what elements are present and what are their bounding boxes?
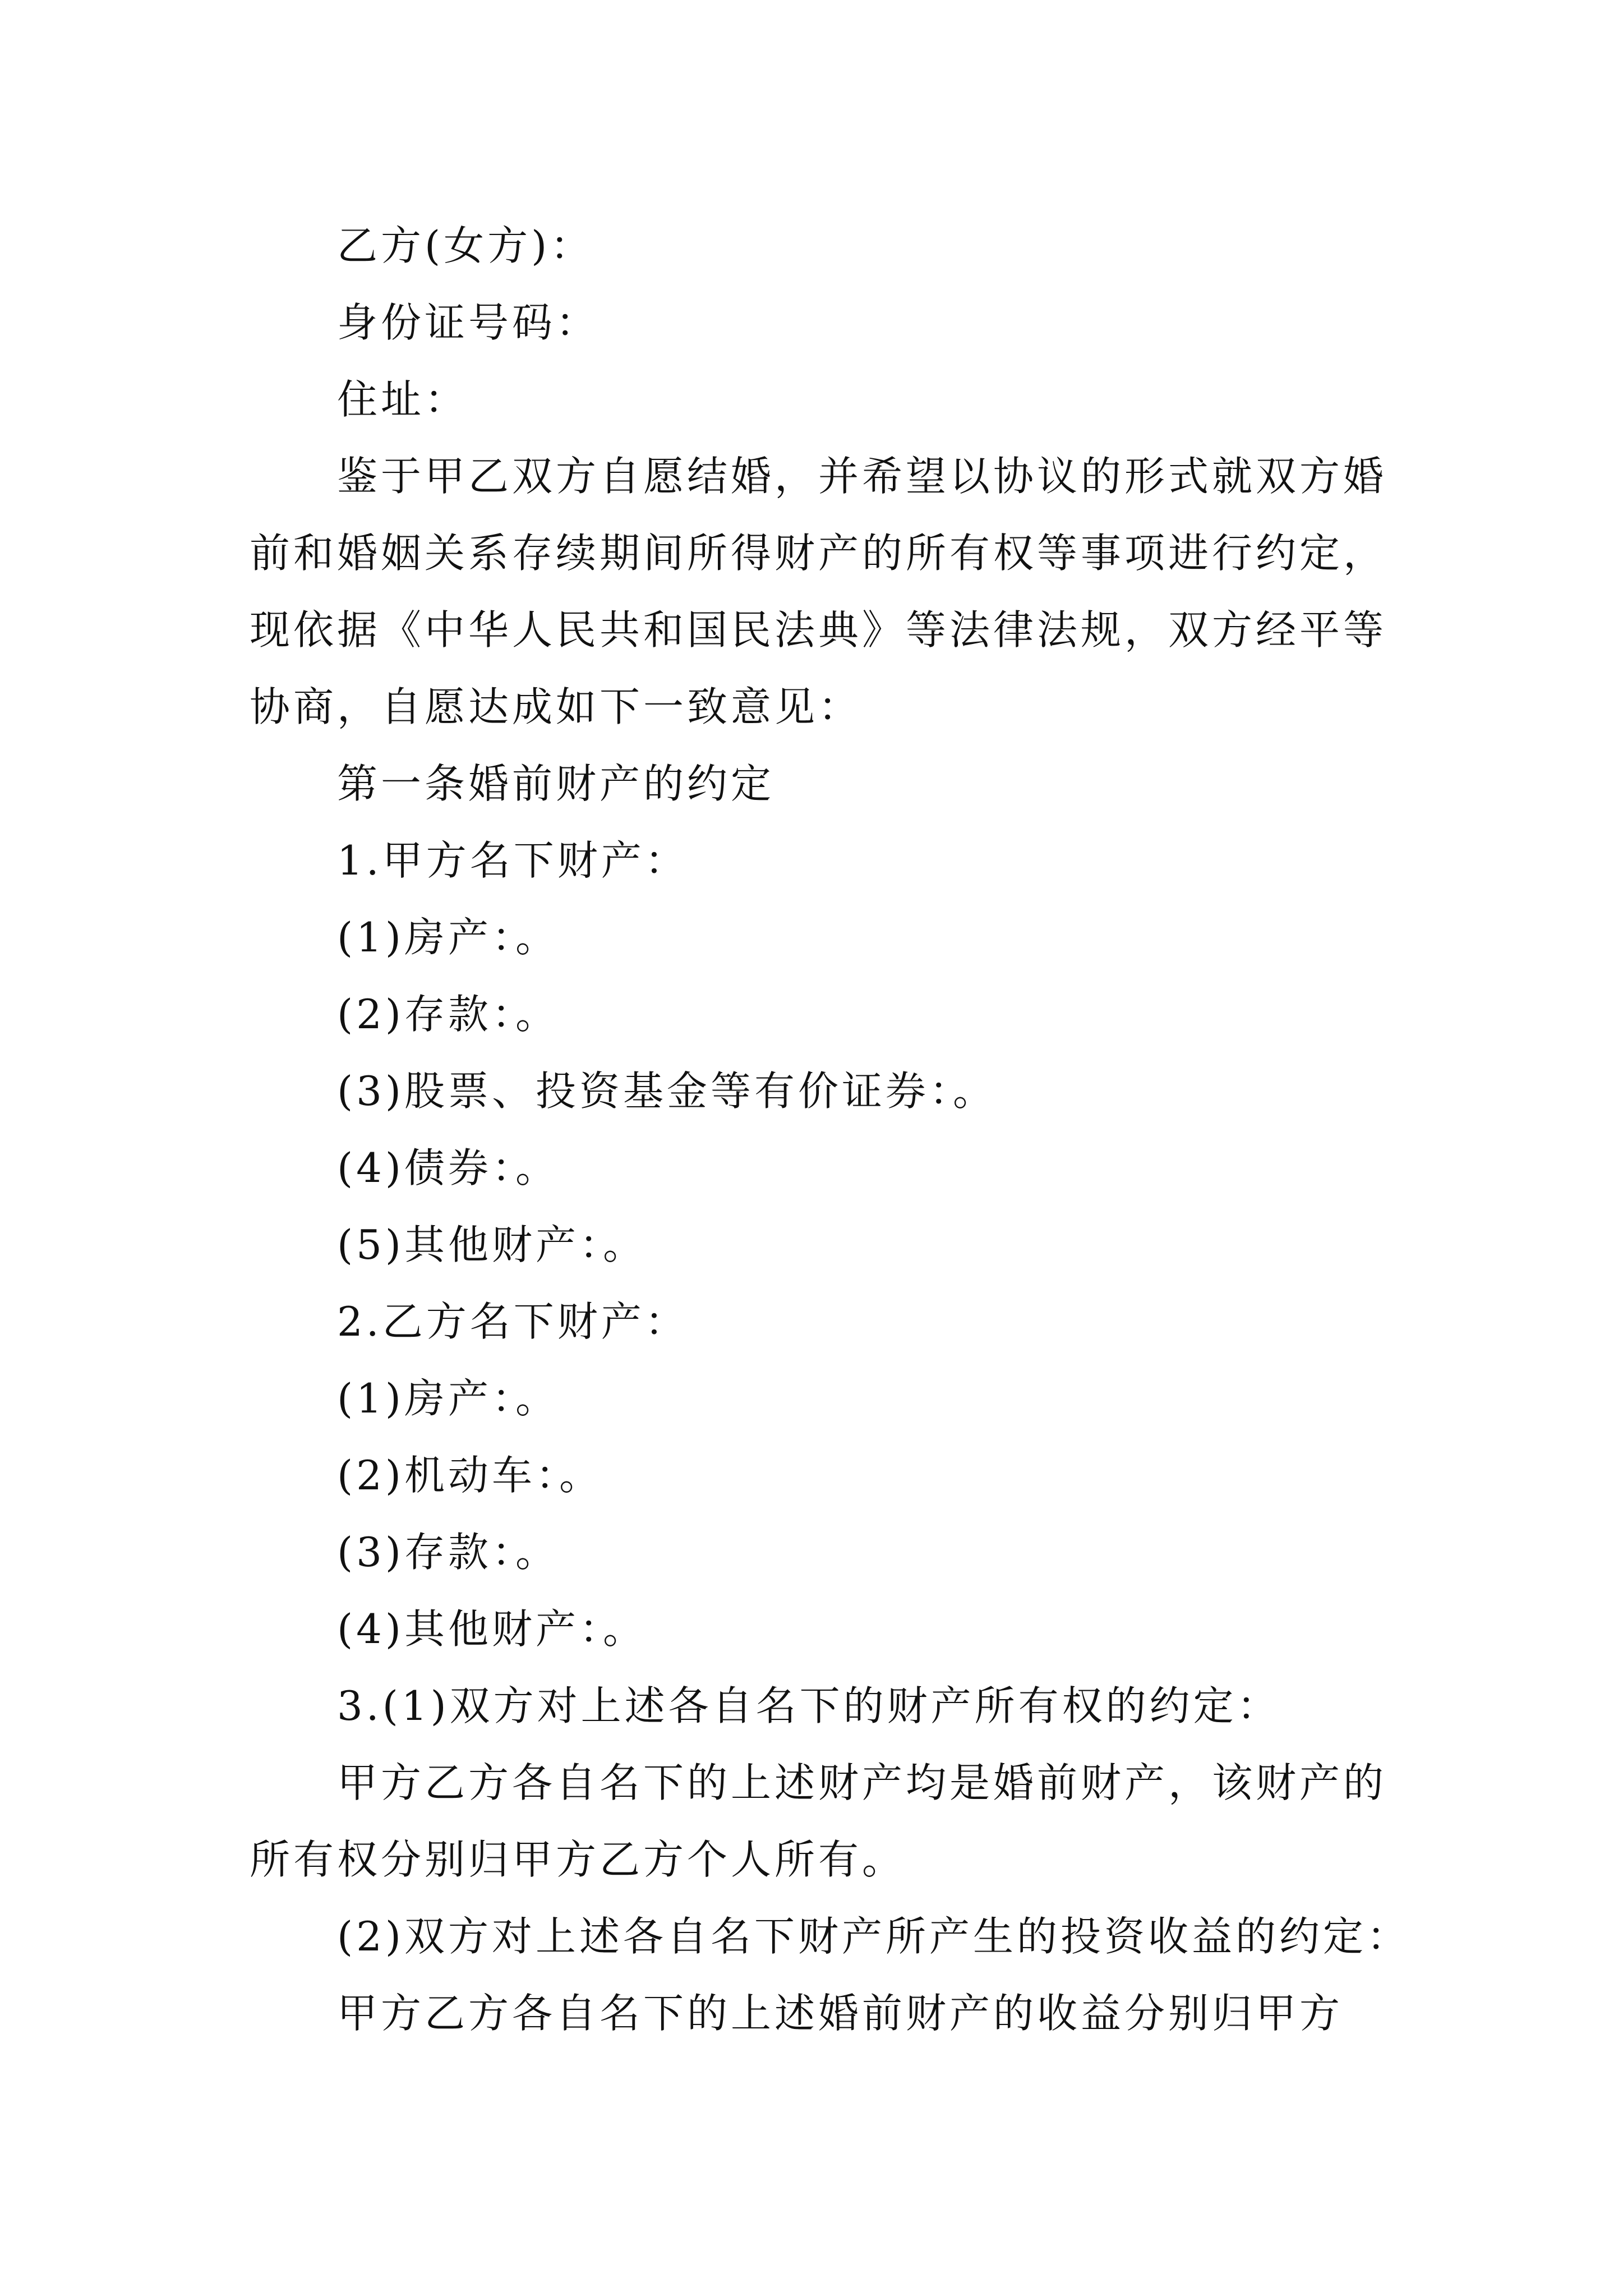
section-3-para-line-2: 所有权分别归甲方乙方个人所有。 (250, 1836, 906, 1883)
section-2-item-2: (2)机动车：。 (337, 1452, 603, 1499)
preamble-line-4: 协商，自愿达成如下一致意见： (250, 683, 863, 730)
party-b-label: 乙方(女方)： (337, 222, 594, 269)
section-1-heading: 1.甲方名下财产： (337, 837, 689, 884)
section-2-item-3: (3)存款：。 (337, 1529, 559, 1576)
document-body (250, 208, 1410, 2052)
section-2-item-4: (4)其他财产：。 (337, 1605, 647, 1653)
section-1-item-5: (5)其他财产：。 (337, 1221, 647, 1268)
section-3-para-line-1: 甲方乙方各自名下的上述财产均是婚前财产，该财产的 (337, 1759, 1387, 1806)
id-number-label: 身份证号码： (337, 299, 600, 346)
address-label: 住址： (337, 376, 469, 423)
section-2-heading: 2.乙方名下财产： (337, 1298, 689, 1345)
section-1-item-1: (1)房产：。 (337, 914, 559, 961)
section-1-item-3: (3)股票、投资基金等有价证券：。 (337, 1068, 997, 1115)
section-1-item-4: (4)债券：。 (337, 1144, 559, 1191)
preamble-line-1: 鉴于甲乙双方自愿结婚，并希望以协议的形式就双方婚 (337, 453, 1387, 500)
section-3-subheading-2: (2)双方对上述各自名下财产所产生的投资收益的约定： (337, 1913, 1410, 1960)
section-1-item-2: (2)存款：。 (337, 991, 559, 1038)
section-3-heading: 3.(1)双方对上述各自名下的财产所有权的约定： (337, 1682, 1281, 1729)
preamble-line-3: 现依据《中华人民共和国民法典》等法律法规，双方经平等 (250, 606, 1387, 654)
article-1-heading: 第一条婚前财产的约定 (337, 760, 775, 807)
section-2-item-1: (1)房产：。 (337, 1375, 559, 1422)
preamble-line-2: 前和婚姻关系存续期间所得财产的所有权等事项进行约定， (250, 530, 1387, 577)
section-3-para2-line-1: 甲方乙方各自名下的上述婚前财产的收益分别归甲方 (337, 1990, 1344, 2037)
